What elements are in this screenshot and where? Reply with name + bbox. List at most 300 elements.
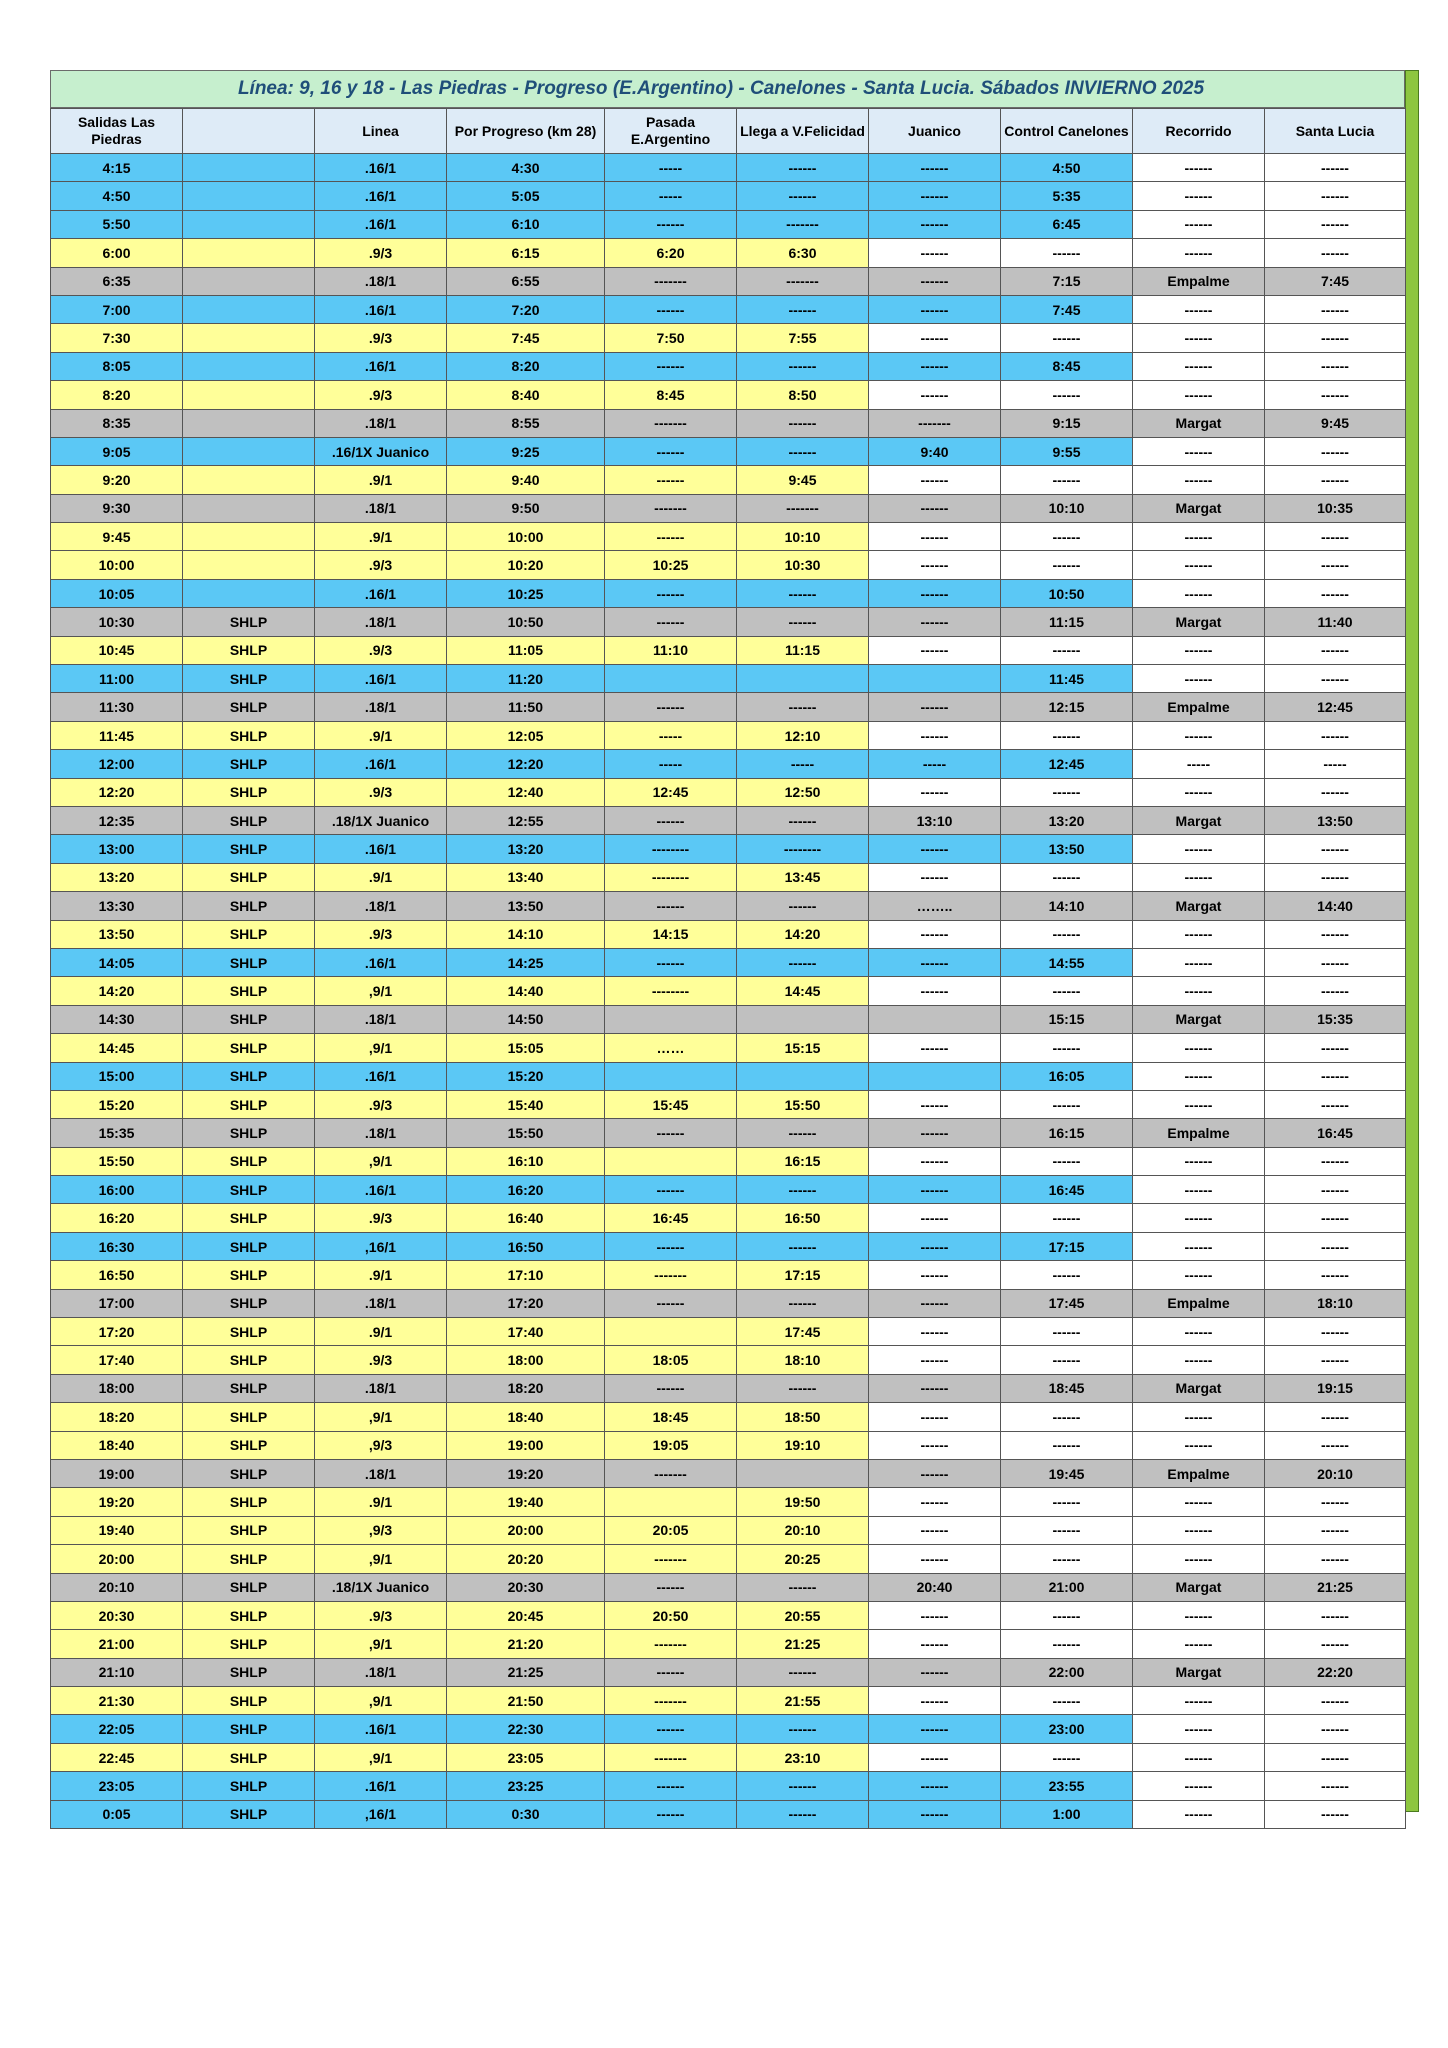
cell-control: 11:15 [1001, 608, 1133, 636]
cell-salida: 13:30 [51, 892, 183, 920]
cell-pasada [605, 1488, 737, 1516]
cell-progreso: 17:20 [447, 1289, 605, 1317]
cell-control: 14:55 [1001, 948, 1133, 976]
cell-linea: ,9/3 [315, 1431, 447, 1459]
cell-pasada: ------- [605, 1261, 737, 1289]
cell-pasada [605, 1147, 737, 1175]
cell-recorrido: Margat [1133, 1005, 1265, 1033]
cell-control: ------ [1001, 523, 1133, 551]
cell-linea: .18/1 [315, 267, 447, 295]
cell-shlp: SHLP [183, 1374, 315, 1402]
col-header-progreso: Por Progreso (km 28) [447, 109, 605, 154]
cell-santa-lucia: ------ [1265, 636, 1406, 664]
cell-control: 5:35 [1001, 182, 1133, 210]
cell-linea: .16/1 [315, 295, 447, 323]
cell-control: ------ [1001, 1545, 1133, 1573]
cell-llega: 23:10 [737, 1743, 869, 1771]
cell-control: 10:50 [1001, 579, 1133, 607]
cell-progreso: 20:45 [447, 1601, 605, 1629]
cell-llega: ------ [737, 437, 869, 465]
cell-linea: ,9/1 [315, 1687, 447, 1715]
cell-shlp [183, 210, 315, 238]
cell-progreso: 17:40 [447, 1318, 605, 1346]
cell-control: 15:15 [1001, 1005, 1133, 1033]
cell-shlp: SHLP [183, 1601, 315, 1629]
cell-llega: ------- [737, 494, 869, 522]
cell-linea: ,9/1 [315, 1403, 447, 1431]
cell-recorrido: Margat [1133, 494, 1265, 522]
cell-pasada: 18:45 [605, 1403, 737, 1431]
cell-recorrido: ------ [1133, 1261, 1265, 1289]
cell-progreso: 11:20 [447, 665, 605, 693]
cell-santa-lucia: 13:50 [1265, 806, 1406, 834]
cell-control: 1:00 [1001, 1800, 1133, 1828]
cell-santa-lucia: ------ [1265, 523, 1406, 551]
cell-llega: 21:25 [737, 1630, 869, 1658]
cell-shlp: SHLP [183, 1743, 315, 1771]
cell-linea: ,9/3 [315, 1516, 447, 1544]
cell-progreso: 21:25 [447, 1658, 605, 1686]
cell-control: ------ [1001, 920, 1133, 948]
cell-shlp [183, 579, 315, 607]
cell-juanico: ------ [869, 1743, 1001, 1771]
cell-santa-lucia: ------ [1265, 1516, 1406, 1544]
cell-recorrido: ------ [1133, 1601, 1265, 1629]
cell-salida: 20:00 [51, 1545, 183, 1573]
cell-pasada: -------- [605, 835, 737, 863]
cell-control: 23:00 [1001, 1715, 1133, 1743]
cell-recorrido: ------ [1133, 1147, 1265, 1175]
cell-recorrido: ------ [1133, 182, 1265, 210]
cell-pasada: 10:25 [605, 551, 737, 579]
cell-pasada: 15:45 [605, 1090, 737, 1118]
table-row [51, 1687, 1406, 1715]
cell-llega [737, 1459, 869, 1487]
cell-pasada: 12:45 [605, 778, 737, 806]
cell-recorrido: Empalme [1133, 267, 1265, 295]
table-row [51, 1459, 1406, 1487]
table-row [51, 381, 1406, 409]
cell-salida: 13:50 [51, 920, 183, 948]
cell-progreso: 12:20 [447, 750, 605, 778]
table-row [51, 1431, 1406, 1459]
cell-llega: 18:10 [737, 1346, 869, 1374]
table-row [51, 1289, 1406, 1317]
cell-santa-lucia: 15:35 [1265, 1005, 1406, 1033]
cell-juanico [869, 665, 1001, 693]
table-row [51, 1630, 1406, 1658]
cell-pasada: ----- [605, 721, 737, 749]
cell-santa-lucia: ------ [1265, 977, 1406, 1005]
cell-shlp: SHLP [183, 1034, 315, 1062]
cell-recorrido: ------ [1133, 835, 1265, 863]
cell-juanico: ------ [869, 210, 1001, 238]
cell-linea: ,9/1 [315, 1630, 447, 1658]
cell-pasada [605, 665, 737, 693]
cell-control: ------ [1001, 1431, 1133, 1459]
col-header-llega: Llega a V.Felicidad [737, 109, 869, 154]
cell-santa-lucia: ------ [1265, 948, 1406, 976]
cell-linea: .16/1 [315, 1772, 447, 1800]
table-row [51, 1232, 1406, 1260]
cell-recorrido: ------ [1133, 523, 1265, 551]
cell-santa-lucia: ------ [1265, 1715, 1406, 1743]
cell-pasada: ------- [605, 1630, 737, 1658]
cell-pasada: ------ [605, 1573, 737, 1601]
cell-shlp: SHLP [183, 1687, 315, 1715]
cell-progreso: 15:40 [447, 1090, 605, 1118]
cell-salida: 16:20 [51, 1204, 183, 1232]
table-row [51, 1034, 1406, 1062]
cell-control: ------ [1001, 1630, 1133, 1658]
table-row [51, 1488, 1406, 1516]
cell-pasada: ----- [605, 182, 737, 210]
cell-santa-lucia: ------ [1265, 324, 1406, 352]
cell-shlp: SHLP [183, 608, 315, 636]
cell-recorrido: Margat [1133, 1573, 1265, 1601]
cell-progreso: 11:50 [447, 693, 605, 721]
cell-pasada: ------- [605, 267, 737, 295]
cell-pasada: ------ [605, 1715, 737, 1743]
cell-shlp: SHLP [183, 693, 315, 721]
cell-juanico: ------ [869, 1119, 1001, 1147]
cell-pasada: -------- [605, 863, 737, 891]
cell-santa-lucia: 20:10 [1265, 1459, 1406, 1487]
cell-llega: ------ [737, 1119, 869, 1147]
cell-salida: 17:00 [51, 1289, 183, 1317]
table-row [51, 466, 1406, 494]
cell-juanico: ------ [869, 579, 1001, 607]
cell-pasada: 11:10 [605, 636, 737, 664]
cell-llega: 20:10 [737, 1516, 869, 1544]
cell-shlp: SHLP [183, 1232, 315, 1260]
cell-santa-lucia: ------ [1265, 1601, 1406, 1629]
cell-salida: 6:35 [51, 267, 183, 295]
table-row [51, 977, 1406, 1005]
cell-control: ------ [1001, 1147, 1133, 1175]
cell-juanico: ------ [869, 267, 1001, 295]
cell-recorrido: ------ [1133, 1772, 1265, 1800]
cell-llega: 18:50 [737, 1403, 869, 1431]
cell-linea: .18/1X Juanico [315, 806, 447, 834]
cell-progreso: 8:40 [447, 381, 605, 409]
cell-shlp: SHLP [183, 1630, 315, 1658]
cell-santa-lucia: ------ [1265, 579, 1406, 607]
cell-linea: .9/3 [315, 1601, 447, 1629]
cell-progreso: 19:40 [447, 1488, 605, 1516]
schedule-body [51, 154, 1406, 1829]
table-row [51, 1800, 1406, 1828]
cell-control: 16:45 [1001, 1176, 1133, 1204]
cell-control: 12:45 [1001, 750, 1133, 778]
cell-salida: 23:05 [51, 1772, 183, 1800]
cell-control: ------ [1001, 381, 1133, 409]
cell-shlp [183, 381, 315, 409]
cell-pasada: ------ [605, 437, 737, 465]
cell-linea: .16/1 [315, 182, 447, 210]
cell-recorrido: ------ [1133, 1800, 1265, 1828]
cell-progreso: 13:50 [447, 892, 605, 920]
cell-llega: 15:15 [737, 1034, 869, 1062]
cell-progreso: 16:50 [447, 1232, 605, 1260]
cell-progreso: 16:40 [447, 1204, 605, 1232]
cell-shlp [183, 154, 315, 182]
table-row [51, 239, 1406, 267]
cell-shlp: SHLP [183, 1516, 315, 1544]
cell-salida: 15:50 [51, 1147, 183, 1175]
cell-santa-lucia: ------ [1265, 437, 1406, 465]
table-row [51, 579, 1406, 607]
cell-recorrido: ------ [1133, 1346, 1265, 1374]
cell-santa-lucia: ------ [1265, 1090, 1406, 1118]
table-row [51, 1318, 1406, 1346]
cell-llega: ------ [737, 1289, 869, 1317]
cell-llega: ------ [737, 579, 869, 607]
green-side-strip [1405, 70, 1419, 1812]
cell-juanico: ------ [869, 1431, 1001, 1459]
cell-progreso: 23:05 [447, 1743, 605, 1771]
cell-salida: 16:50 [51, 1261, 183, 1289]
cell-santa-lucia: ------ [1265, 1346, 1406, 1374]
cell-control: ------ [1001, 977, 1133, 1005]
cell-santa-lucia: ------ [1265, 182, 1406, 210]
cell-progreso: 8:20 [447, 352, 605, 380]
cell-control: 13:50 [1001, 835, 1133, 863]
cell-linea: .16/1 [315, 352, 447, 380]
cell-salida: 4:15 [51, 154, 183, 182]
cell-santa-lucia: ------ [1265, 466, 1406, 494]
cell-santa-lucia: ------ [1265, 1687, 1406, 1715]
cell-santa-lucia: 21:25 [1265, 1573, 1406, 1601]
cell-llega: 10:30 [737, 551, 869, 579]
cell-shlp: SHLP [183, 892, 315, 920]
table-row [51, 1601, 1406, 1629]
cell-santa-lucia: 14:40 [1265, 892, 1406, 920]
cell-linea: .16/1 [315, 1176, 447, 1204]
cell-progreso: 21:50 [447, 1687, 605, 1715]
cell-salida: 10:00 [51, 551, 183, 579]
cell-progreso: 19:20 [447, 1459, 605, 1487]
cell-pasada: ------- [605, 1687, 737, 1715]
cell-control: ------ [1001, 863, 1133, 891]
cell-shlp: SHLP [183, 1800, 315, 1828]
cell-linea: .9/3 [315, 381, 447, 409]
cell-control: ------ [1001, 1261, 1133, 1289]
cell-juanico: ------ [869, 863, 1001, 891]
cell-progreso: 10:00 [447, 523, 605, 551]
cell-pasada: -------- [605, 977, 737, 1005]
cell-juanico: ------ [869, 381, 1001, 409]
cell-pasada: ------ [605, 295, 737, 323]
cell-santa-lucia: ------ [1265, 1431, 1406, 1459]
cell-pasada: ------ [605, 1289, 737, 1317]
cell-juanico: ------ [869, 1403, 1001, 1431]
table-row [51, 210, 1406, 238]
cell-linea: .16/1 [315, 154, 447, 182]
cell-salida: 19:00 [51, 1459, 183, 1487]
cell-juanico: ------ [869, 778, 1001, 806]
cell-control: ------ [1001, 1743, 1133, 1771]
cell-santa-lucia: 9:45 [1265, 409, 1406, 437]
table-row [51, 1176, 1406, 1204]
table-row [51, 1261, 1406, 1289]
cell-pasada: ------ [605, 1119, 737, 1147]
cell-control: 23:55 [1001, 1772, 1133, 1800]
cell-pasada: ------ [605, 806, 737, 834]
cell-progreso: 6:55 [447, 267, 605, 295]
cell-linea: .18/1 [315, 693, 447, 721]
cell-linea: .18/1 [315, 1005, 447, 1033]
cell-salida: 8:20 [51, 381, 183, 409]
cell-pasada: ------ [605, 693, 737, 721]
cell-control: 11:45 [1001, 665, 1133, 693]
cell-santa-lucia: ------ [1265, 381, 1406, 409]
cell-salida: 9:20 [51, 466, 183, 494]
cell-recorrido: ------ [1133, 636, 1265, 664]
cell-juanico: ------ [869, 1204, 1001, 1232]
cell-recorrido: ------ [1133, 1090, 1265, 1118]
table-row [51, 1658, 1406, 1686]
cell-control: ------ [1001, 1204, 1133, 1232]
cell-salida: 20:30 [51, 1601, 183, 1629]
cell-control: 19:45 [1001, 1459, 1133, 1487]
cell-pasada: 19:05 [605, 1431, 737, 1459]
cell-control: ------ [1001, 1090, 1133, 1118]
cell-pasada: 8:45 [605, 381, 737, 409]
cell-salida: 13:00 [51, 835, 183, 863]
cell-pasada: 14:15 [605, 920, 737, 948]
cell-santa-lucia: ------ [1265, 1743, 1406, 1771]
cell-pasada: ------ [605, 352, 737, 380]
cell-juanico: ------ [869, 1374, 1001, 1402]
cell-shlp: SHLP [183, 721, 315, 749]
cell-linea: .16/1 [315, 835, 447, 863]
cell-llega: ------ [737, 608, 869, 636]
cell-santa-lucia: 12:45 [1265, 693, 1406, 721]
table-row [51, 523, 1406, 551]
cell-salida: 13:20 [51, 863, 183, 891]
cell-recorrido: ------ [1133, 324, 1265, 352]
cell-recorrido: Empalme [1133, 1289, 1265, 1317]
cell-pasada: 18:05 [605, 1346, 737, 1374]
cell-progreso: 15:20 [447, 1062, 605, 1090]
cell-recorrido: Empalme [1133, 693, 1265, 721]
col-header-salidas: Salidas Las Piedras [51, 109, 183, 154]
cell-salida: 7:00 [51, 295, 183, 323]
cell-juanico: ------ [869, 1176, 1001, 1204]
cell-progreso: 16:10 [447, 1147, 605, 1175]
cell-control: 12:15 [1001, 693, 1133, 721]
cell-control: ------ [1001, 1403, 1133, 1431]
cell-pasada: ----- [605, 750, 737, 778]
cell-santa-lucia: ------ [1265, 1176, 1406, 1204]
cell-linea: ,16/1 [315, 1800, 447, 1828]
cell-santa-lucia: ------ [1265, 1147, 1406, 1175]
cell-juanico: ------ [869, 693, 1001, 721]
cell-recorrido: ------ [1133, 948, 1265, 976]
cell-santa-lucia: ------ [1265, 1800, 1406, 1828]
cell-pasada: ------ [605, 466, 737, 494]
cell-llega: 21:55 [737, 1687, 869, 1715]
cell-santa-lucia: ------ [1265, 863, 1406, 891]
cell-recorrido: ------ [1133, 1715, 1265, 1743]
cell-santa-lucia: ------ [1265, 1062, 1406, 1090]
cell-santa-lucia: ------ [1265, 1318, 1406, 1346]
cell-santa-lucia: ------ [1265, 721, 1406, 749]
cell-shlp: SHLP [183, 665, 315, 693]
cell-pasada: ------- [605, 1459, 737, 1487]
cell-pasada: ------ [605, 1800, 737, 1828]
cell-recorrido: ------ [1133, 239, 1265, 267]
cell-llega: 19:50 [737, 1488, 869, 1516]
cell-linea: .9/1 [315, 863, 447, 891]
cell-juanico: ------ [869, 1090, 1001, 1118]
cell-juanico: ------ [869, 977, 1001, 1005]
cell-juanico: ------ [869, 1318, 1001, 1346]
table-row [51, 1374, 1406, 1402]
cell-shlp: SHLP [183, 806, 315, 834]
cell-recorrido: Margat [1133, 608, 1265, 636]
cell-recorrido: ------ [1133, 551, 1265, 579]
cell-shlp: SHLP [183, 1431, 315, 1459]
header-row [51, 109, 1406, 154]
table-row [51, 1715, 1406, 1743]
cell-control: ------ [1001, 1687, 1133, 1715]
cell-salida: 22:45 [51, 1743, 183, 1771]
cell-santa-lucia: 19:15 [1265, 1374, 1406, 1402]
cell-progreso: 6:10 [447, 210, 605, 238]
cell-control: ------ [1001, 1034, 1133, 1062]
cell-santa-lucia: ------ [1265, 352, 1406, 380]
cell-juanico: …….. [869, 892, 1001, 920]
cell-llega: 14:45 [737, 977, 869, 1005]
cell-linea: .18/1 [315, 409, 447, 437]
cell-salida: 17:40 [51, 1346, 183, 1374]
cell-progreso: 14:40 [447, 977, 605, 1005]
table-row [51, 608, 1406, 636]
cell-shlp: SHLP [183, 750, 315, 778]
cell-santa-lucia: ------ [1265, 1488, 1406, 1516]
cell-linea: ,9/1 [315, 1034, 447, 1062]
cell-shlp: SHLP [183, 835, 315, 863]
cell-juanico: ------ [869, 494, 1001, 522]
cell-salida: 15:35 [51, 1119, 183, 1147]
cell-pasada [605, 1318, 737, 1346]
cell-llega: ------ [737, 295, 869, 323]
cell-linea: .16/1 [315, 210, 447, 238]
cell-llega: 6:30 [737, 239, 869, 267]
cell-llega: ------ [737, 409, 869, 437]
cell-recorrido: Empalme [1133, 1119, 1265, 1147]
cell-progreso: 18:00 [447, 1346, 605, 1374]
cell-control: 4:50 [1001, 154, 1133, 182]
cell-llega: ------ [737, 806, 869, 834]
cell-juanico: 9:40 [869, 437, 1001, 465]
cell-llega: 12:10 [737, 721, 869, 749]
cell-shlp [183, 409, 315, 437]
cell-shlp: SHLP [183, 1204, 315, 1232]
cell-control: ------ [1001, 1346, 1133, 1374]
cell-shlp: SHLP [183, 1488, 315, 1516]
cell-salida: 10:45 [51, 636, 183, 664]
cell-recorrido: ------ [1133, 665, 1265, 693]
cell-control: ------ [1001, 721, 1133, 749]
cell-pasada: ------ [605, 523, 737, 551]
cell-control: 13:20 [1001, 806, 1133, 834]
cell-juanico: ------ [869, 154, 1001, 182]
cell-shlp: SHLP [183, 1459, 315, 1487]
cell-santa-lucia: ------ [1265, 1545, 1406, 1573]
